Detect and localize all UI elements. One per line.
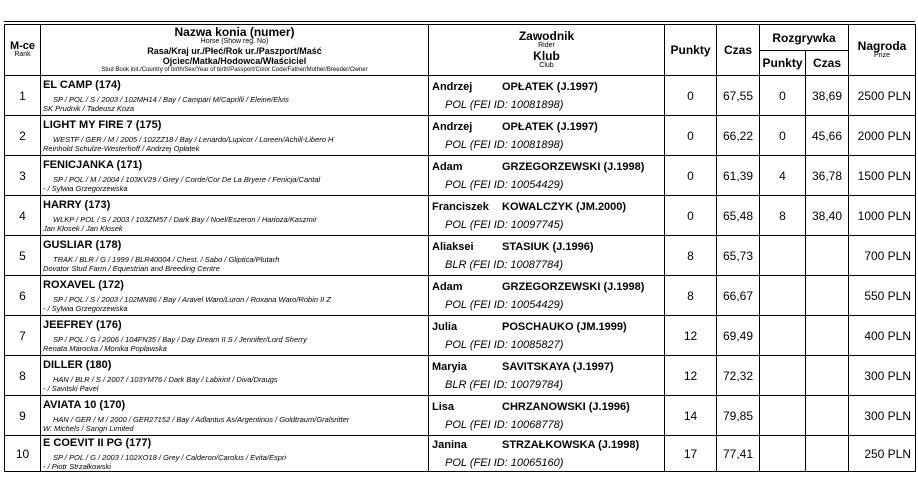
- rider-cell: [429, 356, 665, 396]
- rider-last-name: SAVITSKAYA (J.1997): [502, 360, 614, 373]
- time-value: 79,85: [722, 408, 754, 423]
- horse-cell: [41, 196, 429, 236]
- prize-cell: [849, 436, 916, 472]
- time-value: 65,48: [722, 208, 754, 223]
- rider-first-name: Andrzej: [432, 80, 473, 93]
- rider-last-name: OPŁATEK (J.1997): [502, 80, 598, 93]
- rank-cell: [5, 156, 41, 196]
- jumpoff-time-cell: [806, 196, 849, 236]
- jumpoff-points-value: 8: [779, 208, 786, 223]
- header-jo-time-label: Czas: [813, 56, 842, 70]
- jumpoff-points-cell: [760, 196, 806, 236]
- horse-details: SP / POL / S / 2003 / 102MH14 / Bay / Campari M/Caprilli / Eleine/Elvis: [53, 95, 289, 104]
- jumpoff-time-cell: [806, 116, 849, 156]
- header-jumpoff-label: Rozgrywka: [772, 30, 836, 45]
- rider-first-name: Julia: [432, 320, 458, 333]
- table-body: [5, 76, 916, 472]
- rider-club-fei: POL (FEI ID: 10054429): [445, 178, 564, 191]
- rank-value: 3: [19, 168, 26, 183]
- points-value: 0: [687, 208, 694, 223]
- time-cell: [717, 156, 760, 196]
- time-cell: [717, 76, 760, 116]
- header-jumpoff: [760, 25, 849, 51]
- points-value: 0: [687, 88, 694, 103]
- prize-value: 2500 PLN: [857, 88, 912, 103]
- header-time: [717, 25, 760, 76]
- header-points: [665, 25, 717, 76]
- rank-cell: [5, 436, 41, 472]
- rider-cell: [429, 196, 665, 236]
- horse-details: HAN / GER / M / 2000 / GER27152 / Bay / Adlantus As/Argentinus / Goldtraum/Gralsritter: [53, 415, 350, 424]
- prize-cell: [849, 156, 916, 196]
- horse-details: WLKP / POL / S / 2003 / 103ZM57 / Dark Bay / Noel/Eszeron / Harioza/Kaszmir: [53, 215, 317, 224]
- header-time-label: Czas: [723, 43, 752, 57]
- horse-cell: [41, 316, 429, 356]
- rider-club-fei: BLR (FEI ID: 10087784): [445, 258, 564, 271]
- rank-cell: [5, 396, 41, 436]
- horse-cell: [41, 436, 429, 472]
- rider-first-name: Adam: [432, 280, 463, 293]
- horse-name: FENICJANKA (171): [43, 159, 143, 171]
- points-value: 0: [687, 168, 694, 183]
- horse-cell: [41, 236, 429, 276]
- jumpoff-time-cell: [806, 236, 849, 276]
- rider-club-fei: POL (FEI ID: 10054429): [445, 298, 564, 311]
- jumpoff-points-cell: [760, 76, 806, 116]
- rider-cell: [429, 156, 665, 196]
- prize-cell: [849, 116, 916, 156]
- horse-cell: [41, 356, 429, 396]
- horse-name: AVIATA 10 (170): [43, 399, 126, 411]
- rider-cell: [429, 436, 665, 472]
- prize-value: 250 PLN: [864, 446, 912, 461]
- rider-last-name: GRZEGORZEWSKI (J.1998): [502, 280, 645, 293]
- prize-value: 400 PLN: [864, 328, 912, 343]
- points-cell: [665, 276, 717, 316]
- time-value: 61,39: [722, 168, 754, 183]
- jumpoff-points-value: 0: [779, 88, 786, 103]
- time-cell: [717, 436, 760, 472]
- prize-cell: [849, 76, 916, 116]
- table-row: [5, 236, 916, 276]
- header-horse-line4: Stud Book init./Country of birth/Sex/Year of birth/Passport/Color Code/Father/Mother/Breeder/Owner: [101, 67, 368, 73]
- points-cell: [665, 436, 717, 472]
- rider-last-name: CHRZANOWSKI (J.1996): [502, 400, 630, 413]
- header-jo-time: [806, 51, 849, 76]
- horse-name: LIGHT MY FIRE 7 (175): [43, 119, 162, 131]
- points-value: 8: [687, 248, 694, 263]
- header-club-title: Klub: [533, 49, 560, 63]
- prize-value: 2000 PLN: [857, 128, 912, 143]
- rank-value: 2: [19, 128, 26, 143]
- points-value: 0: [687, 128, 694, 143]
- rider-last-name: OPŁATEK (J.1997): [502, 120, 598, 133]
- rank-value: 1: [19, 88, 26, 103]
- header-rider: [429, 25, 665, 76]
- horse-name: E COEVIT II PG (177): [43, 437, 152, 449]
- rider-last-name: STASIUK (J.1996): [502, 240, 594, 253]
- prize-cell: [849, 396, 916, 436]
- header-jo-points-label: Punkty: [762, 56, 803, 70]
- jumpoff-time-value: 38,40: [811, 208, 843, 223]
- rank-value: 9: [19, 408, 26, 423]
- header-club-sub: Club: [539, 62, 554, 69]
- header-horse-title: Nazwa konia (numer): [174, 25, 295, 39]
- rider-first-name: Lisa: [432, 400, 455, 413]
- horse-name: GUSLIAR (178): [43, 239, 122, 251]
- horse-breeder-owner: - / Sylwia Grzegorzewska: [43, 184, 128, 193]
- time-value: 77,41: [722, 446, 754, 461]
- rider-cell: [429, 396, 665, 436]
- jumpoff-time-value: 38,69: [811, 88, 843, 103]
- rank-cell: [5, 76, 41, 116]
- points-cell: [665, 76, 717, 116]
- jumpoff-points-cell: [760, 236, 806, 276]
- rider-cell: [429, 116, 665, 156]
- time-value: 66,67: [722, 288, 754, 303]
- horse-breeder-owner: - / Sylwia Grzegorzewska: [43, 304, 128, 313]
- table-row: [5, 116, 916, 156]
- points-cell: [665, 116, 717, 156]
- time-cell: [717, 316, 760, 356]
- rank-value: 8: [19, 368, 26, 383]
- header-rider-title: Zawodnik: [518, 29, 575, 43]
- prize-cell: [849, 196, 916, 236]
- table-row: [5, 276, 916, 316]
- horse-breeder-owner: - / Savitski Pavel: [43, 384, 99, 393]
- prize-value: 1000 PLN: [857, 208, 912, 223]
- time-cell: [717, 396, 760, 436]
- jumpoff-time-cell: [806, 436, 849, 472]
- header-horse-line2: Rasa/Kraj ur./Płeć/Rok ur./Paszport/Maść: [147, 46, 322, 56]
- horse-cell: [41, 156, 429, 196]
- time-value: 69,49: [722, 328, 754, 343]
- rank-value: 10: [15, 446, 30, 461]
- points-value: 12: [683, 368, 698, 383]
- horse-details: SP / POL / G / 2006 / 104FN35 / Bay / Day Dream II S / Jennifer/Lord Sherry: [53, 335, 307, 344]
- horse-name: JEEFREY (176): [43, 319, 122, 331]
- jumpoff-points-cell: [760, 116, 806, 156]
- horse-cell: [41, 76, 429, 116]
- jumpoff-time-value: 36,78: [811, 168, 843, 183]
- rider-first-name: Andrzej: [432, 120, 473, 133]
- prize-value: 700 PLN: [864, 248, 912, 263]
- header-horse-sub: Horse (Show reg. No): [200, 38, 269, 45]
- rider-club-fei: POL (FEI ID: 10065160): [445, 456, 564, 469]
- jumpoff-points-cell: [760, 436, 806, 472]
- rider-club-fei: POL (FEI ID: 10097745): [445, 218, 564, 231]
- horse-breeder-owner: Dovator Stud Farm / Equestrian and Breeding Centre: [43, 264, 220, 273]
- prize-cell: [849, 316, 916, 356]
- rider-first-name: Aliaksei: [432, 240, 474, 253]
- header-rank-sub: Rank: [14, 51, 31, 58]
- points-value: 8: [687, 288, 694, 303]
- rider-club-fei: POL (FEI ID: 10081898): [445, 138, 564, 151]
- horse-breeder-owner: - / Piotr Strzałkowski: [43, 462, 111, 471]
- table-row: [5, 396, 916, 436]
- horse-details: SP / POL / G / 2003 / 102XO18 / Grey / Calderon/Carolus / Evita/Espri: [53, 453, 287, 462]
- jumpoff-points-cell: [760, 396, 806, 436]
- table-row: [5, 436, 916, 472]
- time-cell: [717, 356, 760, 396]
- rider-cell: [429, 236, 665, 276]
- points-cell: [665, 396, 717, 436]
- rider-first-name: Janina: [432, 438, 467, 451]
- header-rider-sub: Rider: [538, 42, 555, 49]
- horse-name: EL CAMP (174): [43, 79, 121, 91]
- horse-details: TRAK / BLR / G / 1999 / BLR40004 / Chest. / Sabo / Gliptica/Plutarh: [53, 255, 280, 264]
- header-horse: [41, 25, 429, 76]
- horse-details: SP / POL / M / 2004 / 103KV29 / Grey / Corde/Cor De La Bryere / Fenicja/Cantal: [53, 175, 321, 184]
- rider-cell: [429, 316, 665, 356]
- rank-cell: [5, 316, 41, 356]
- points-cell: [665, 316, 717, 356]
- prize-value: 300 PLN: [864, 368, 912, 383]
- header-prize: [849, 25, 916, 76]
- jumpoff-time-cell: [806, 156, 849, 196]
- points-value: 12: [683, 328, 698, 343]
- time-cell: [717, 116, 760, 156]
- time-cell: [717, 236, 760, 276]
- rank-value: 7: [19, 328, 26, 343]
- horse-cell: [41, 116, 429, 156]
- rank-value: 4: [19, 208, 26, 223]
- points-value: 14: [683, 408, 698, 423]
- horse-cell: [41, 396, 429, 436]
- horse-breeder-owner: Jan Kłosek / Jan Kłosek: [43, 224, 123, 233]
- jumpoff-time-cell: [806, 356, 849, 396]
- horse-breeder-owner: W. Michels / Sangri Limited: [43, 424, 134, 433]
- table-row: [5, 156, 916, 196]
- rider-club-fei: POL (FEI ID: 10081898): [445, 98, 564, 111]
- rider-last-name: POSCHAUKO (JM.1999): [502, 320, 627, 333]
- time-value: 72,32: [722, 368, 754, 383]
- rider-cell: [429, 76, 665, 116]
- header-jo-points: [760, 51, 806, 76]
- rank-cell: [5, 236, 41, 276]
- points-value: 17: [683, 446, 698, 461]
- table-row: [5, 316, 916, 356]
- jumpoff-time-cell: [806, 76, 849, 116]
- horse-name: ROXAVEL (172): [43, 279, 124, 291]
- time-cell: [717, 276, 760, 316]
- prize-value: 300 PLN: [864, 408, 912, 423]
- rank-cell: [5, 276, 41, 316]
- rider-club-fei: POL (FEI ID: 10068778): [445, 418, 564, 431]
- time-value: 66,22: [722, 128, 754, 143]
- table-header: [5, 25, 916, 76]
- jumpoff-time-cell: [806, 396, 849, 436]
- jumpoff-time-cell: [806, 276, 849, 316]
- rider-first-name: Maryia: [432, 360, 467, 373]
- prize-cell: [849, 276, 916, 316]
- top-rule: [4, 21, 915, 22]
- jumpoff-points-cell: [760, 276, 806, 316]
- points-cell: [665, 196, 717, 236]
- horse-details: HAN / BLR / S / 2007 / 103YM76 / Dark Bay / Labirint / Diva/Draugs: [53, 375, 278, 384]
- horse-name: HARRY (173): [43, 199, 111, 211]
- rider-club-fei: POL (FEI ID: 10085827): [445, 338, 564, 351]
- header-prize-label: Nagroda: [857, 39, 907, 53]
- rider-cell: [429, 276, 665, 316]
- rank-cell: [5, 116, 41, 156]
- rank-cell: [5, 356, 41, 396]
- jumpoff-points-cell: [760, 316, 806, 356]
- prize-value: 550 PLN: [864, 288, 912, 303]
- jumpoff-points-value: 0: [779, 128, 786, 143]
- rider-last-name: STRZAŁKOWSKA (J.1998): [502, 438, 640, 451]
- horse-breeder-owner: Renata Marocka / Monika Poplawska: [43, 344, 167, 353]
- table-row: [5, 76, 916, 116]
- jumpoff-points-value: 4: [779, 168, 786, 183]
- rider-first-name: Franciszek: [432, 200, 489, 213]
- header-prize-sub: Prize: [874, 52, 890, 59]
- horse-breeder-owner: Reinhold Schulze-Westerhoff / Andrzej Opłatek: [43, 144, 200, 153]
- time-cell: [717, 196, 760, 236]
- horse-details: SP / POL / S / 2003 / 102MN86 / Bay / Aravel Waro/Luron / Roxana Waro/Robin II Z: [53, 295, 331, 304]
- header-rank: [5, 25, 41, 76]
- jumpoff-points-cell: [760, 156, 806, 196]
- rank-value: 5: [19, 248, 26, 263]
- prize-cell: [849, 356, 916, 396]
- rank-value: 6: [19, 288, 26, 303]
- rider-club-fei: BLR (FEI ID: 10079784): [445, 378, 564, 391]
- header-rank-label: M-ce: [9, 40, 36, 52]
- points-cell: [665, 356, 717, 396]
- horse-cell: [41, 276, 429, 316]
- rider-last-name: KOWALCZYK (JM.2000): [502, 200, 627, 213]
- time-value: 65,73: [722, 248, 754, 263]
- time-value: 67,55: [722, 88, 754, 103]
- jumpoff-time-cell: [806, 316, 849, 356]
- horse-details: WESTF / GER / M / 2005 / 102ZZ18 / Bay / Lenardo/Lupicor / Loreen/Achill-Libero H: [53, 135, 334, 144]
- points-cell: [665, 156, 717, 196]
- prize-cell: [849, 236, 916, 276]
- horse-name: DILLER (180): [43, 359, 112, 371]
- points-cell: [665, 236, 717, 276]
- jumpoff-points-cell: [760, 356, 806, 396]
- prize-value: 1500 PLN: [857, 168, 912, 183]
- table-row: [5, 356, 916, 396]
- rider-last-name: GRZEGORZEWSKI (J.1998): [502, 160, 645, 173]
- header-horse-line3: Ojciec/Matka/Hodowca/Właściciel: [162, 56, 307, 66]
- rider-first-name: Adam: [432, 160, 463, 173]
- results-table: [4, 24, 916, 472]
- rank-cell: [5, 196, 41, 236]
- header-points-label: Punkty: [670, 43, 711, 57]
- horse-breeder-owner: SK Prudnik / Tadeusz Koza: [43, 104, 135, 113]
- table-row: [5, 196, 916, 236]
- jumpoff-time-value: 45,66: [811, 128, 843, 143]
